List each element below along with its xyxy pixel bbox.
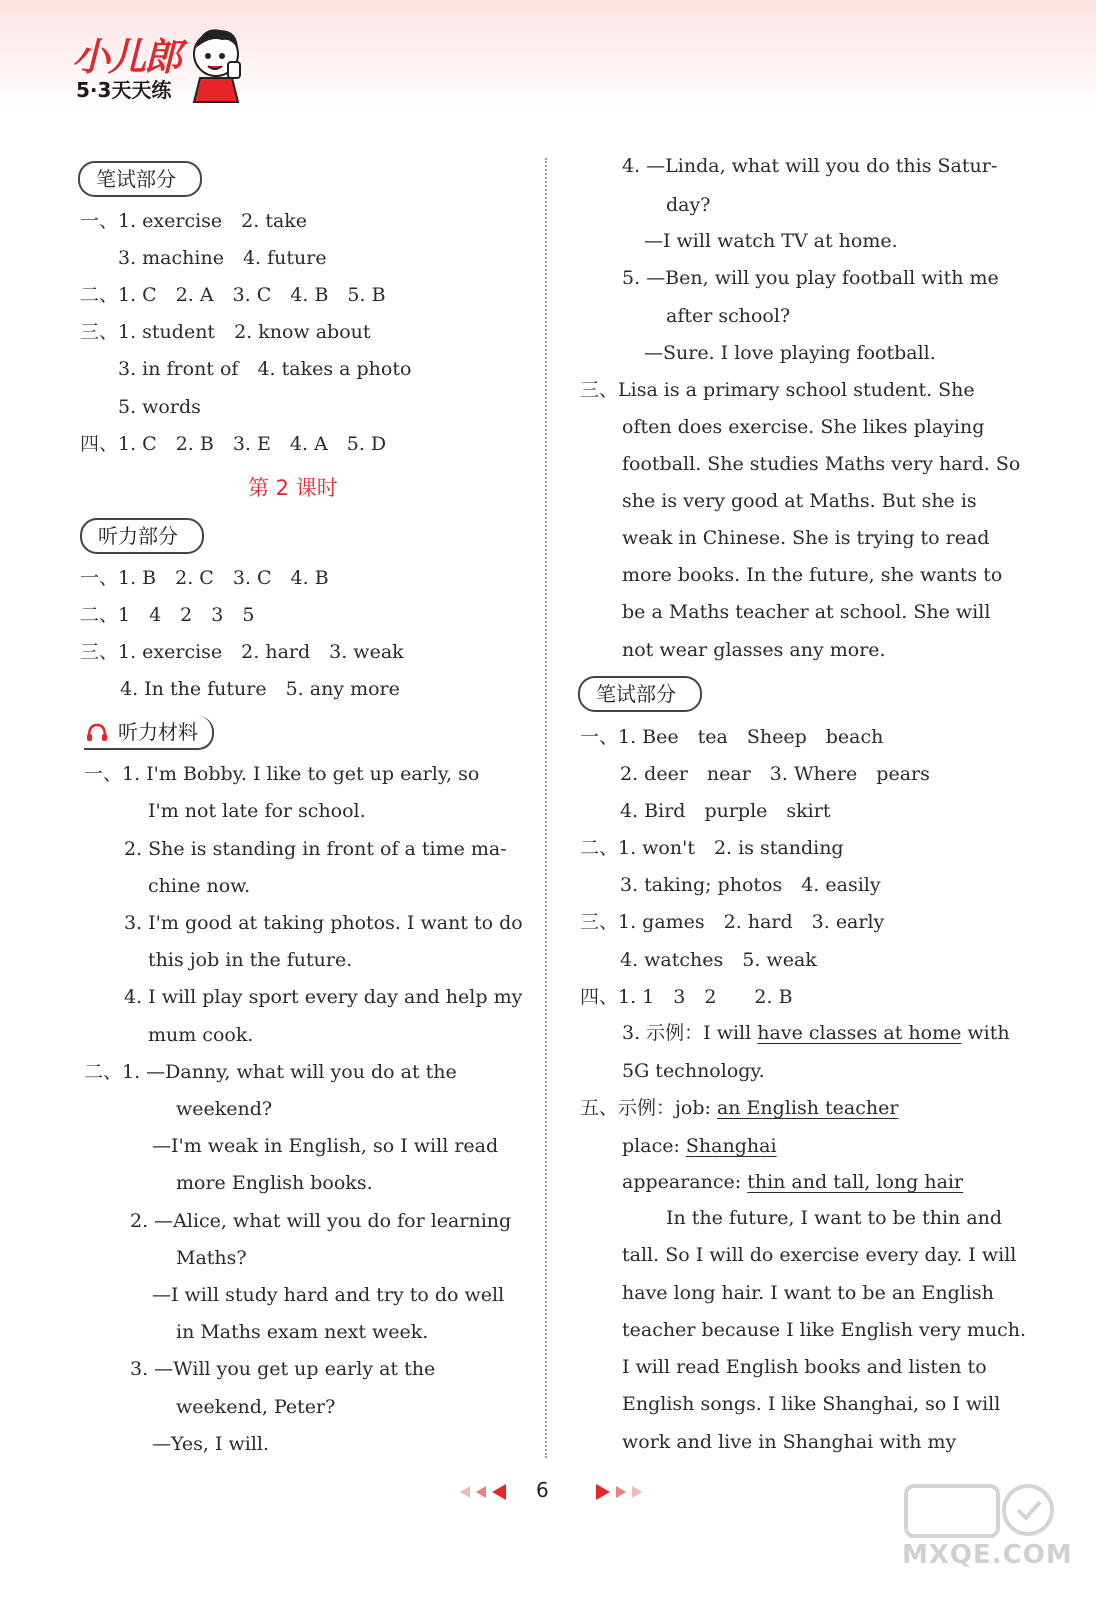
appearance-value: thin and tall, long hair [747, 1171, 964, 1193]
answer-line: 4. Bird purple skirt [620, 800, 831, 822]
answer-line: 3. machine 4. future [118, 247, 327, 269]
job-line [580, 1096, 898, 1120]
appearance-line [622, 1170, 963, 1194]
answer-line: 三、1. games 2. hard 3. early [580, 911, 885, 933]
place-value: Shanghai [685, 1135, 777, 1157]
answer-line: 2. deer near 3. Where pears [620, 763, 930, 785]
material-line: 4. I will play sport every day and help my [124, 986, 523, 1008]
material-line: day? [666, 194, 711, 216]
page-number: 6 [536, 1478, 549, 1502]
material-line: more English books. [176, 1172, 373, 1194]
answer-line: 4. watches 5. weak [620, 949, 817, 971]
watermark-logo-icon [900, 1480, 1070, 1590]
written-section-label-right: 笔试部分 [578, 676, 702, 712]
passage-line: football. She studies Maths very hard. So [622, 453, 1021, 475]
passage-line: she is very good at Maths. But she is [622, 490, 977, 512]
written-section-label-left: 笔试部分 [78, 161, 202, 197]
answer-line: 3. in front of 4. takes a photo [118, 358, 412, 380]
essay-line: tall. So I will do exercise every day. I will [622, 1244, 1017, 1266]
material-line: weekend? [176, 1098, 273, 1120]
essay-line: English songs. I like Shanghai, so I will [622, 1393, 1001, 1415]
passage-line: often does exercise. She likes playing [622, 416, 985, 438]
material-line: 一、1. I'm Bobby. I like to get up early, so [84, 763, 480, 785]
essay-line: teacher because I like English very much. [622, 1319, 1027, 1341]
passage-line: 三、Lisa is a primary school student. She [580, 379, 975, 401]
material-line: 3. I'm good at taking photos. I want to do [124, 912, 523, 934]
mascot-icon [188, 22, 248, 104]
appearance-label: appearance: [622, 1171, 748, 1193]
answer-line: 二、1. won't 2. is standing [580, 837, 844, 859]
lesson-title: 第 2 课时 [248, 476, 338, 500]
q3-suffix: with [967, 1022, 1010, 1044]
material-line: this job in the future. [148, 949, 353, 971]
material-line: 4. —Linda, what will you do this Satur- [622, 155, 998, 177]
job-value: an English teacher [716, 1097, 899, 1119]
essay-line: In the future, I want to be thin and [666, 1207, 1003, 1229]
brand-logo: 小儿郎 [72, 35, 181, 79]
material-line: after school? [666, 305, 791, 327]
answer-line: 二、1 4 2 3 5 [80, 604, 255, 626]
material-line: —I'm weak in English, so I will read [152, 1135, 499, 1157]
q3-blank: have classes at home [757, 1022, 962, 1044]
brand-subtitle: 5·3天天练 [76, 78, 172, 102]
material-line: I'm not late for school. [148, 800, 366, 822]
answer-line: 5. words [118, 396, 201, 418]
material-line: in Maths exam next week. [176, 1321, 429, 1343]
material-line: —I will study hard and try to do well [152, 1284, 505, 1306]
answer-line: 二、1. C 2. A 3. C 4. B 5. B [80, 284, 386, 306]
answer-line: 一、1. Bee tea Sheep beach [580, 726, 884, 748]
sample-answer-line: 5G technology. [622, 1060, 765, 1082]
passage-line: not wear glasses any more. [622, 639, 886, 661]
answer-line: 三、1. exercise 2. hard 3. weak [80, 641, 404, 663]
material-line: Maths? [176, 1247, 247, 1269]
material-line: 2. She is standing in front of a time ma- [124, 838, 507, 860]
essay-line: have long hair. I want to be an English [622, 1282, 994, 1304]
answer-line: 四、1. C 2. B 3. E 4. A 5. D [80, 433, 387, 455]
material-line: 3. —Will you get up early at the [130, 1358, 436, 1380]
answer-line: 三、1. student 2. know about [80, 321, 371, 343]
material-line: chine now. [148, 875, 251, 897]
column-divider [545, 158, 547, 1458]
material-line: —I will watch TV at home. [644, 230, 898, 252]
sample-answer-line [622, 1021, 1010, 1045]
passage-line: weak in Chinese. She is trying to read [622, 527, 990, 549]
job-label: 五、示例：job: [580, 1097, 717, 1119]
answer-line: 一、1. B 2. C 3. C 4. B [80, 567, 329, 589]
headphones-icon [86, 722, 108, 742]
answer-line: 3. taking; photos 4. easily [620, 874, 881, 896]
passage-line: be a Maths teacher at school. She will [622, 601, 991, 623]
material-line: weekend, Peter? [176, 1396, 336, 1418]
q3-prefix: 3. 示例：I will [622, 1022, 752, 1044]
material-line: mum cook. [148, 1024, 254, 1046]
essay-line: work and live in Shanghai with my [622, 1431, 957, 1453]
answer-line: 四、1. 1 3 2 2. B [580, 986, 793, 1008]
answer-line: 一、1. exercise 2. take [80, 210, 308, 232]
material-line: 5. —Ben, will you play football with me [622, 267, 999, 289]
material-line: —Yes, I will. [152, 1433, 270, 1455]
answer-line: 4. In the future 5. any more [120, 678, 400, 700]
listening-material-text: 听力材料 [118, 720, 198, 744]
essay-line: I will read English books and listen to [622, 1356, 987, 1378]
listening-material-label [84, 716, 214, 750]
passage-line: more books. In the future, she wants to [622, 564, 1003, 586]
material-line: 2. —Alice, what will you do for learning [130, 1210, 512, 1232]
next-page-icon[interactable] [588, 1484, 644, 1500]
previous-page-icon[interactable] [458, 1484, 514, 1500]
place-label: place: [622, 1135, 686, 1157]
listening-section-label: 听力部分 [80, 518, 204, 554]
material-line: 二、1. —Danny, what will you do at the [84, 1061, 457, 1083]
place-line [622, 1134, 777, 1158]
watermark-text: MXQE.COM [902, 1540, 1073, 1570]
material-line: —Sure. I love playing football. [644, 342, 936, 364]
